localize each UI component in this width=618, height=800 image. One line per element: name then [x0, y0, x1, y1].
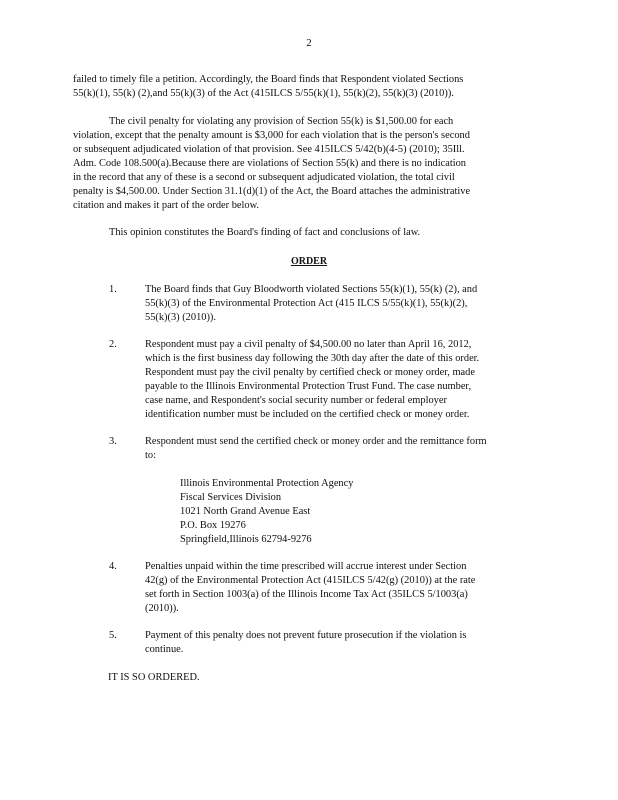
para1-line: failed to timely file a petition. Accordingly, the Board finds that Respondent violated Sections: [73, 74, 464, 85]
para1-line: 55(k)(1), 55(k) (2),and 55(k)(3) of the Act (415ILCS 5/55(k)(1), 55(k)(2), 55(k)(3) (2010)).: [73, 88, 454, 99]
order-item-line: Payment of this penalty does not prevent future prosecution if the violation is: [145, 630, 467, 641]
order-item-line: payable to the Illinois Environmental Protection Trust Fund. The case number,: [145, 381, 472, 392]
order-item-line: continue.: [145, 644, 184, 655]
address-line: Fiscal Services Division: [180, 492, 282, 503]
order-item-number: 1.: [109, 284, 117, 295]
address-line: Illinois Environmental Protection Agency: [180, 478, 354, 489]
para2-line: Adm. Code 108.500(a).Because there are violations of Section 55(k) and there is no indication: [73, 158, 467, 169]
order-item-line: case name, and Respondent's social security number or federal employer: [145, 395, 447, 406]
conclusion-statement: This opinion constitutes the Board's finding of fact and conclusions of law.: [109, 227, 421, 238]
order-item-line: Respondent must pay the civil penalty by certified check or money order, made: [145, 367, 475, 378]
order-item-line: which is the first business day following the 30th day after the date of this order.: [145, 353, 480, 364]
order-item-number: 2.: [109, 339, 117, 350]
order-item-line: Respondent must send the certified check or money order and the remittance form: [145, 436, 487, 447]
page-number: 2: [306, 37, 312, 49]
para2-line: or subsequent adjudicated violation of that provision. See 415ILCS 5/42(b)(4-5) (2010); 35Ill.: [73, 144, 465, 155]
order-item-number: 3.: [109, 436, 117, 447]
para2-line: The civil penalty for violating any provision of Section 55(k) is $1,500.00 for each: [109, 116, 454, 127]
para2-line: in the record that any of these is a second or subsequent adjudicated violation, the total civil: [73, 172, 455, 183]
closing-statement: IT IS SO ORDERED.: [108, 672, 200, 683]
order-item-line: 55(k)(3) (2010)).: [145, 312, 216, 323]
order-item-line: Respondent must pay a civil penalty of $4,500.00 no later than April 16, 2012,: [145, 339, 472, 350]
address-line: 1021 North Grand Avenue East: [180, 506, 311, 517]
order-item-number: 5.: [109, 630, 117, 641]
order-item-line: The Board finds that Guy Bloodworth violated Sections 55(k)(1), 55(k) (2), and: [145, 284, 478, 295]
order-item-line: (2010)).: [145, 603, 179, 614]
para2-line: citation and makes it part of the order below.: [73, 200, 260, 211]
address-line: Springfield,Illinois 62794-9276: [180, 534, 312, 545]
address-line: P.O. Box 19276: [180, 520, 246, 531]
order-item-line: 42(g) of the Environmental Protection Act (415ILCS 5/42(g) (2010)) at the rate: [145, 575, 476, 586]
order-item-line: to:: [145, 450, 156, 461]
order-item-line: Penalties unpaid within the time prescribed will accrue interest under Section: [145, 561, 467, 572]
order-item-line: identification number must be included on the certified check or money order.: [145, 409, 470, 420]
para2-line: penalty is $4,500.00. Under Section 31.1(d)(1) of the Act, the Board attaches the administrative: [73, 186, 471, 197]
order-heading: ORDER: [290, 256, 328, 267]
order-item-line: set forth in Section 1003(a) of the Illinois Income Tax Act (35ILCS 5/1003(a): [145, 589, 468, 600]
order-item-number: 4.: [109, 561, 117, 572]
order-item-line: 55(k)(3) of the Environmental Protection Act (415 ILCS 5/55(k)(1), 55(k)(2),: [145, 298, 468, 309]
para2-line: violation, except that the penalty amount is $3,000 for each violation that is the person's second: [73, 130, 470, 141]
